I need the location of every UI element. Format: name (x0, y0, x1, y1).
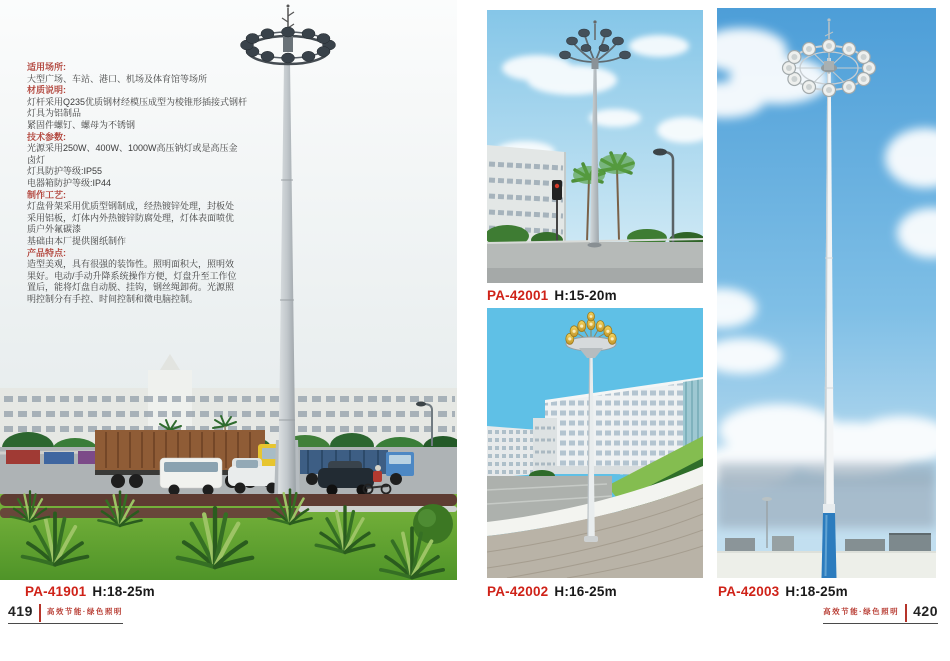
product-code: PA-41901 (25, 584, 87, 599)
product-height: H:16-25m (554, 584, 617, 599)
spec-line: 果好。电动/手动升降系统操作方便，灯盘升至工作位 (27, 270, 237, 281)
spec-line: 采用铝板，灯体内外热镀锌防腐处理，灯体表面喷优 (27, 212, 235, 223)
product-height: H:18-25m (92, 584, 155, 599)
walkway (487, 466, 703, 578)
spec-line: 明控制分有手控、时间控制和微电脑控制。 (27, 293, 199, 304)
footer-divider-bar (39, 604, 41, 622)
product-label-pa-41901 (25, 584, 155, 599)
photo-pa-42003 (717, 8, 936, 578)
spec-line: 紧固件螺钉、螺母为不锈钢 (27, 119, 136, 130)
spec-heading: 适用场所: (27, 62, 66, 72)
product-label-pa-42001 (487, 288, 617, 303)
spec-line: 造型美观，具有很强的装饰性。照明面积大，照明效 (27, 259, 235, 270)
spec-line: 基础由本厂提供图纸制作 (27, 235, 127, 246)
spec-line: 灯具为铝制品 (27, 108, 82, 119)
page-number-right: 420 (913, 603, 938, 619)
foreground-lawn (0, 490, 457, 580)
spec-line: 灯杆采用Q235优质钢材经模压成型为棱锥形插接式钢杆 (27, 96, 248, 107)
product-code: PA-42003 (718, 584, 780, 599)
product-code: PA-42002 (487, 584, 549, 599)
footer-left (8, 602, 123, 624)
spec-heading: 制作工艺: (27, 189, 66, 200)
photo-pa-42002 (487, 308, 703, 578)
spec-line: 置后，能将灯盘自动脱、挂钩，钢丝绳卸荷。光源照 (27, 282, 235, 293)
footer-slogan-right: 高效节能·绿色照明 (823, 606, 900, 616)
spec-line: 质户外氟碳漆 (27, 224, 82, 235)
spec-heading: 材质说明: (27, 85, 66, 96)
footer-right (823, 602, 938, 624)
footer-slogan-left: 高效节能·绿色照明 (46, 606, 123, 616)
product-code: PA-42001 (487, 288, 549, 303)
spec-line: 卤灯 (27, 154, 46, 165)
spec-line: 光源采用250W、400W、1000W高压钠灯或是高压金 (27, 143, 238, 154)
spec-line: 电器箱防护等级:IP44 (27, 177, 112, 188)
product-label-pa-42003 (718, 584, 848, 599)
spec-heading: 技术参数: (27, 131, 66, 142)
photo-pa-42001 (487, 10, 703, 283)
spec-line: 大型广场、车站、港口、机场及体育馆等场所 (27, 73, 208, 84)
page-number-left: 419 (8, 603, 33, 619)
spec-line: 灯盘骨架采用优质型钢制成，经热镀锌处理，封板处 (27, 201, 235, 212)
spec-text-block (27, 62, 272, 305)
product-label-pa-42002 (487, 584, 617, 599)
product-height: H:15-20m (554, 288, 617, 303)
spec-heading: 产品特点: (27, 247, 66, 258)
spec-line: 灯具防护等级:IP55 (27, 166, 103, 177)
footer-divider-bar (905, 604, 907, 622)
product-height: H:18-25m (785, 584, 848, 599)
